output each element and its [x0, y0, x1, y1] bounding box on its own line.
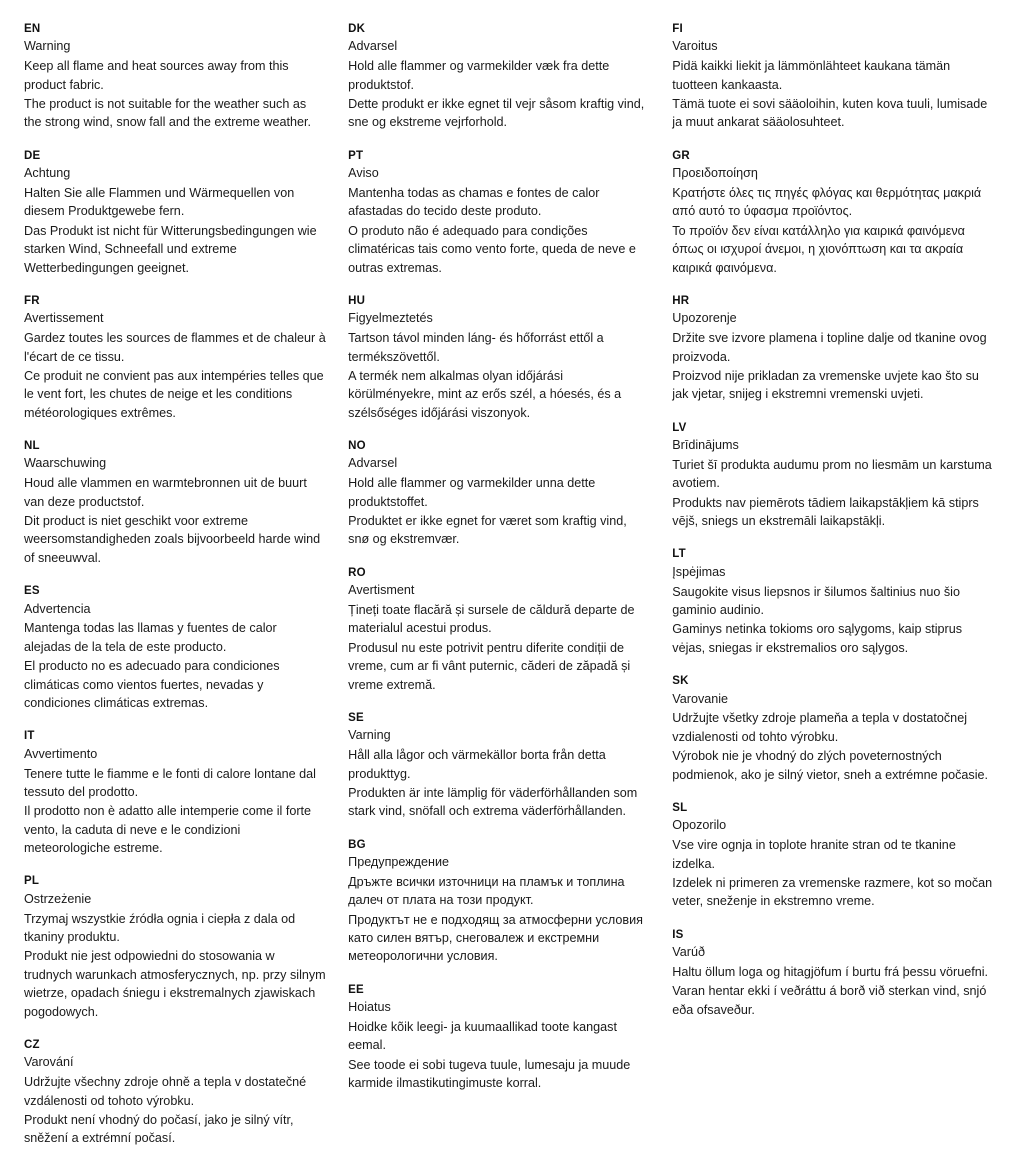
- warning-paragraph: A termék nem alkalmas olyan időjárási körülményekre, mint az erős szél, a hóesés, és a szélsőséges időjárási viszonyok.: [348, 368, 622, 420]
- warning-paragraph: Výrobok nie je vhodný do zlých poveternostných podmienok, ako je silný vietor, sneh a extrémne počasie.: [672, 749, 988, 782]
- warning-paragraph: Keep all flame and heat sources away from this product fabric.: [24, 59, 289, 92]
- warning-paragraph: Udržujte všetky zdroje plameňa a tepla v dostatočnej vzdialenosti od tohto výrobku.: [672, 711, 967, 744]
- language-entry-nl: [24, 439, 326, 567]
- language-entry-dk: [348, 22, 650, 132]
- warning-heading: Предупреждение: [348, 855, 450, 869]
- language-code: IT: [24, 730, 35, 743]
- language-entry-lv: [672, 421, 996, 531]
- language-entry-no: [348, 439, 650, 549]
- warning-heading: Varování: [24, 1055, 74, 1070]
- language-entry-fr: [24, 294, 326, 422]
- warning-paragraph: Haltu öllum loga og hitagjöfum í burtu frá þessu vöruefni.: [672, 964, 988, 979]
- language-entry-cz: [24, 1038, 326, 1148]
- warning-paragraph: Gaminys netinka tokioms oro sąlygoms, kaip stiprus vėjas, sniegas ir ekstremalios oro sąlygos.: [672, 622, 963, 655]
- column-2: [348, 22, 672, 1110]
- language-code: FI: [672, 23, 683, 35]
- warning-paragraph: Tenere tutte le fiamme e le fonti di calore lontane dal tessuto del prodotto.: [24, 766, 316, 799]
- warning-heading: Įspėjimas: [672, 564, 726, 579]
- warning-heading: Ostrzeżenie: [24, 891, 92, 906]
- language-code: NO: [348, 440, 366, 452]
- warning-paragraph: Halten Sie alle Flammen und Wärmequellen von diesem Produktgewebe fern.: [24, 186, 295, 219]
- language-code: PL: [24, 875, 40, 888]
- language-code: SE: [348, 711, 364, 724]
- warning-heading: Waarschuwing: [24, 456, 107, 471]
- language-code: IS: [672, 928, 684, 941]
- warning-paragraph: Tartson távol minden láng- és hőforrást ettől a termékszövettől.: [348, 331, 604, 364]
- warning-paragraph: Varan hentar ekki í veðráttu á borð við sterkan vind, snjó eða ofsaveður.: [672, 984, 987, 1017]
- language-entry-ro: [348, 566, 650, 694]
- warning-paragraph: Mantenga todas las llamas y fuentes de calor alejadas de la tela de este producto.: [24, 621, 277, 654]
- warning-paragraph: Produkten är inte lämplig för väderförhållanden som stark vind, snöfall och extrema väderförhållanden.: [348, 785, 638, 819]
- warning-paragraph: Produkt nie jest odpowiedni do stosowania w trudnych warunkach atmosferycznych, np. przy silnym wietrze, opadach śniegu i ekstremalnych zjawiskach pogodowych.: [24, 949, 326, 1019]
- warning-paragraph: Το προϊόν δεν είναι κατάλληλο για καιρικά φαινόμενα όπως οι ισχυροί άνεμοι, η χιονόπτωση και τα ακραία καιρικά φαινόμενα.: [672, 223, 965, 275]
- language-code: CZ: [24, 1038, 40, 1051]
- warning-paragraph: Das Produkt ist nicht für Witterungsbedingungen wie starken Wind, Schneefall und extreme Wetterbedingungen geeignet.: [24, 223, 317, 275]
- language-entry-hr: [672, 294, 996, 404]
- warning-paragraph: Hold alle flammer og varmekilder unna dette produktstoffet.: [348, 476, 596, 509]
- warning-heading: Varovanie: [672, 691, 729, 706]
- warning-heading: Varúð: [672, 945, 705, 959]
- warning-heading: Opozorilo: [672, 818, 727, 833]
- language-code: GR: [672, 149, 690, 162]
- warning-heading: Avvertimento: [24, 746, 98, 761]
- language-entry-pt: [348, 149, 650, 277]
- warning-heading: Avertisment: [348, 583, 415, 598]
- language-entry-es: [24, 584, 326, 712]
- warning-heading: Avertissement: [24, 311, 104, 326]
- language-code: DE: [24, 149, 41, 162]
- warning-paragraph: Mantenha todas as chamas e fontes de calor afastadas do tecido deste produto.: [348, 186, 600, 219]
- warning-paragraph: Saugokite visus liepsnos ir šilumos šaltinius nuo šio gaminio audinio.: [672, 584, 960, 617]
- language-entry-de: [24, 149, 326, 277]
- warning-paragraph: Κρατήστε όλες τις πηγές φλόγας και θερμότητας μακριά από αυτό το ύφασμα προϊόντος.: [672, 186, 982, 219]
- warning-paragraph: Tämä tuote ei sovi sääoloihin, kuten kova tuuli, lumisade ja muut ankarat sääolosuhteet.: [672, 97, 988, 130]
- language-code: EE: [348, 983, 364, 996]
- warning-heading: Upozorenje: [672, 311, 737, 326]
- warning-paragraph: Houd alle vlammen en warmtebronnen uit de buurt van deze productstof.: [24, 476, 307, 509]
- language-code: ES: [24, 585, 40, 598]
- language-entry-gr: [672, 149, 996, 277]
- warning-heading: Figyelmeztetés: [348, 311, 433, 326]
- warning-paragraph: Țineți toate flacără și sursele de căldură departe de materialul acestui produs.: [348, 603, 635, 636]
- warning-paragraph: Pidä kaikki liekit ja lämmönlähteet kaukana tämän tuotteen kankaasta.: [672, 59, 951, 92]
- language-entry-hu: [348, 294, 650, 422]
- warning-heading: Advarsel: [348, 456, 398, 471]
- language-code: DK: [348, 23, 366, 35]
- language-entry-en: [24, 22, 326, 132]
- language-code: NL: [24, 440, 40, 452]
- language-code: LT: [672, 548, 686, 561]
- language-code: SK: [672, 675, 689, 688]
- warning-paragraph: Turiet šī produkta audumu prom no liesmām un karstuma avotiem.: [672, 457, 992, 491]
- language-entry-fi: [672, 22, 996, 132]
- warning-heading: Προειδοποίηση: [672, 166, 758, 181]
- language-entry-bg: [348, 838, 650, 966]
- warning-heading: Aviso: [348, 166, 379, 181]
- language-code: LV: [672, 421, 687, 434]
- column-3: [672, 22, 996, 1036]
- language-entry-sl: [672, 801, 996, 911]
- warning-paragraph: Produsul nu este potrivit pentru diferite condiții de vreme, cum ar fi vânt puternic, căderi de zăpadă și vreme extremă.: [348, 640, 631, 692]
- warning-paragraph: Dette produkt er ikke egnet til vejr såsom kraftig vind, sne og ekstreme vejrforhold.: [348, 97, 645, 130]
- warning-paragraph: See toode ei sobi tugeva tuule, lumesaju ja muude karmide ilmastikutingimuste korral.: [348, 1057, 631, 1091]
- warning-paragraph: Produkts nav piemērots tādiem laikapstākļiem kā stiprs vējš, sniegs un ekstremāli laikapstākļi.: [672, 495, 979, 528]
- warning-paragraph: Produkt není vhodný do počasí, jako je silný vítr, sněžení a extrémní počasí.: [24, 1112, 294, 1146]
- language-code: SL: [672, 801, 688, 814]
- warning-paragraph: Дръжте всички източници на пламък и топлина далеч от плата на този продукт.: [348, 874, 625, 908]
- warning-paragraph: Hoidke kõik leegi- ja kuumaallikad toote kangast eemal.: [348, 1020, 617, 1053]
- language-code: RO: [348, 566, 366, 579]
- warning-heading: Brīdinājums: [672, 438, 739, 452]
- language-entry-pl: [24, 874, 326, 1021]
- warning-paragraph: Ce produit ne convient pas aux intempéries telles que le vent fort, les chutes de neige et les conditions météorologiques extrêmes.: [24, 368, 324, 420]
- language-entry-is: [672, 928, 996, 1019]
- warning-paragraph: Produktet er ikke egnet for været som kraftig vind, snø og ekstremvær.: [348, 514, 627, 547]
- warning-paragraph: O produto não é adequado para condições climatéricas tais como vento forte, queda de neve e outras extremas.: [348, 223, 636, 275]
- language-code: HU: [348, 294, 366, 307]
- warning-paragraph: Gardez toutes les sources de flammes et de chaleur à l'écart de ce tissu.: [24, 331, 326, 364]
- language-columns: [24, 22, 996, 1146]
- warning-heading: Hoiatus: [348, 1000, 391, 1015]
- warning-paragraph: Vse vire ognja in toplote hranite stran od te tkanine izdelka.: [672, 838, 956, 871]
- warning-heading: Varning: [348, 728, 391, 743]
- warning-paragraph: Izdelek ni primeren za vremenske razmere, kot so močan veter, sneženje in ekstremno vreme.: [672, 875, 993, 909]
- language-code: FR: [24, 294, 40, 307]
- warning-heading: Warning: [24, 39, 71, 54]
- language-code: EN: [24, 23, 41, 35]
- warning-paragraph: Udržujte všechny zdroje ohně a tepla v dostatečné vzdálenosti od tohoto výrobku.: [24, 1075, 307, 1108]
- warning-paragraph: Trzymaj wszystkie źródła ognia i ciepła z dala od tkaniny produktu.: [24, 911, 296, 944]
- warning-heading: Varoitus: [672, 39, 718, 54]
- warning-paragraph: Il prodotto non è adatto alle intemperie come il forte vento, la caduta di neve e le condizioni meteorologiche estreme.: [24, 804, 312, 855]
- warning-paragraph: Hold alle flammer og varmekilder væk fra dette produktstof.: [348, 59, 610, 92]
- column-1: [24, 22, 348, 1165]
- warning-paragraph: Продуктът не е подходящ за атмосферни условия като силен вятър, снеговалеж и екстремни метеорологични условия.: [348, 912, 643, 964]
- warning-paragraph: The product is not suitable for the weather such as the strong wind, snow fall and the extreme weather.: [24, 97, 312, 130]
- warning-heading: Advertencia: [24, 601, 91, 616]
- warning-paragraph: Proizvod nije prikladan za vremenske uvjete kao što su jak vjetar, snijeg i ekstremni vremenski uvjeti.: [672, 368, 979, 402]
- language-entry-se: [348, 711, 650, 821]
- language-code: BG: [348, 838, 366, 851]
- warning-paragraph: Držite sve izvore plamena i topline dalje od tkanine ovog proizvoda.: [672, 331, 987, 364]
- language-entry-ee: [348, 983, 650, 1093]
- warning-paragraph: Håll alla lågor och värmekällor borta från detta produkttyg.: [348, 748, 606, 781]
- warning-paragraph: Dit product is niet geschikt voor extreme weersomstandigheden zoals bijvoorbeeld harde wind of sneeuwval.: [24, 514, 321, 565]
- warning-heading: Achtung: [24, 166, 71, 181]
- language-entry-it: [24, 729, 326, 857]
- warning-heading: Advarsel: [348, 39, 398, 54]
- language-entry-sk: [672, 674, 996, 784]
- language-entry-lt: [672, 547, 996, 657]
- language-code: HR: [672, 294, 690, 307]
- warning-paragraph: El producto no es adecuado para condiciones climáticas como vientos fuertes, nevadas y condiciones climáticas extremas.: [24, 659, 280, 710]
- language-code: PT: [348, 149, 364, 162]
